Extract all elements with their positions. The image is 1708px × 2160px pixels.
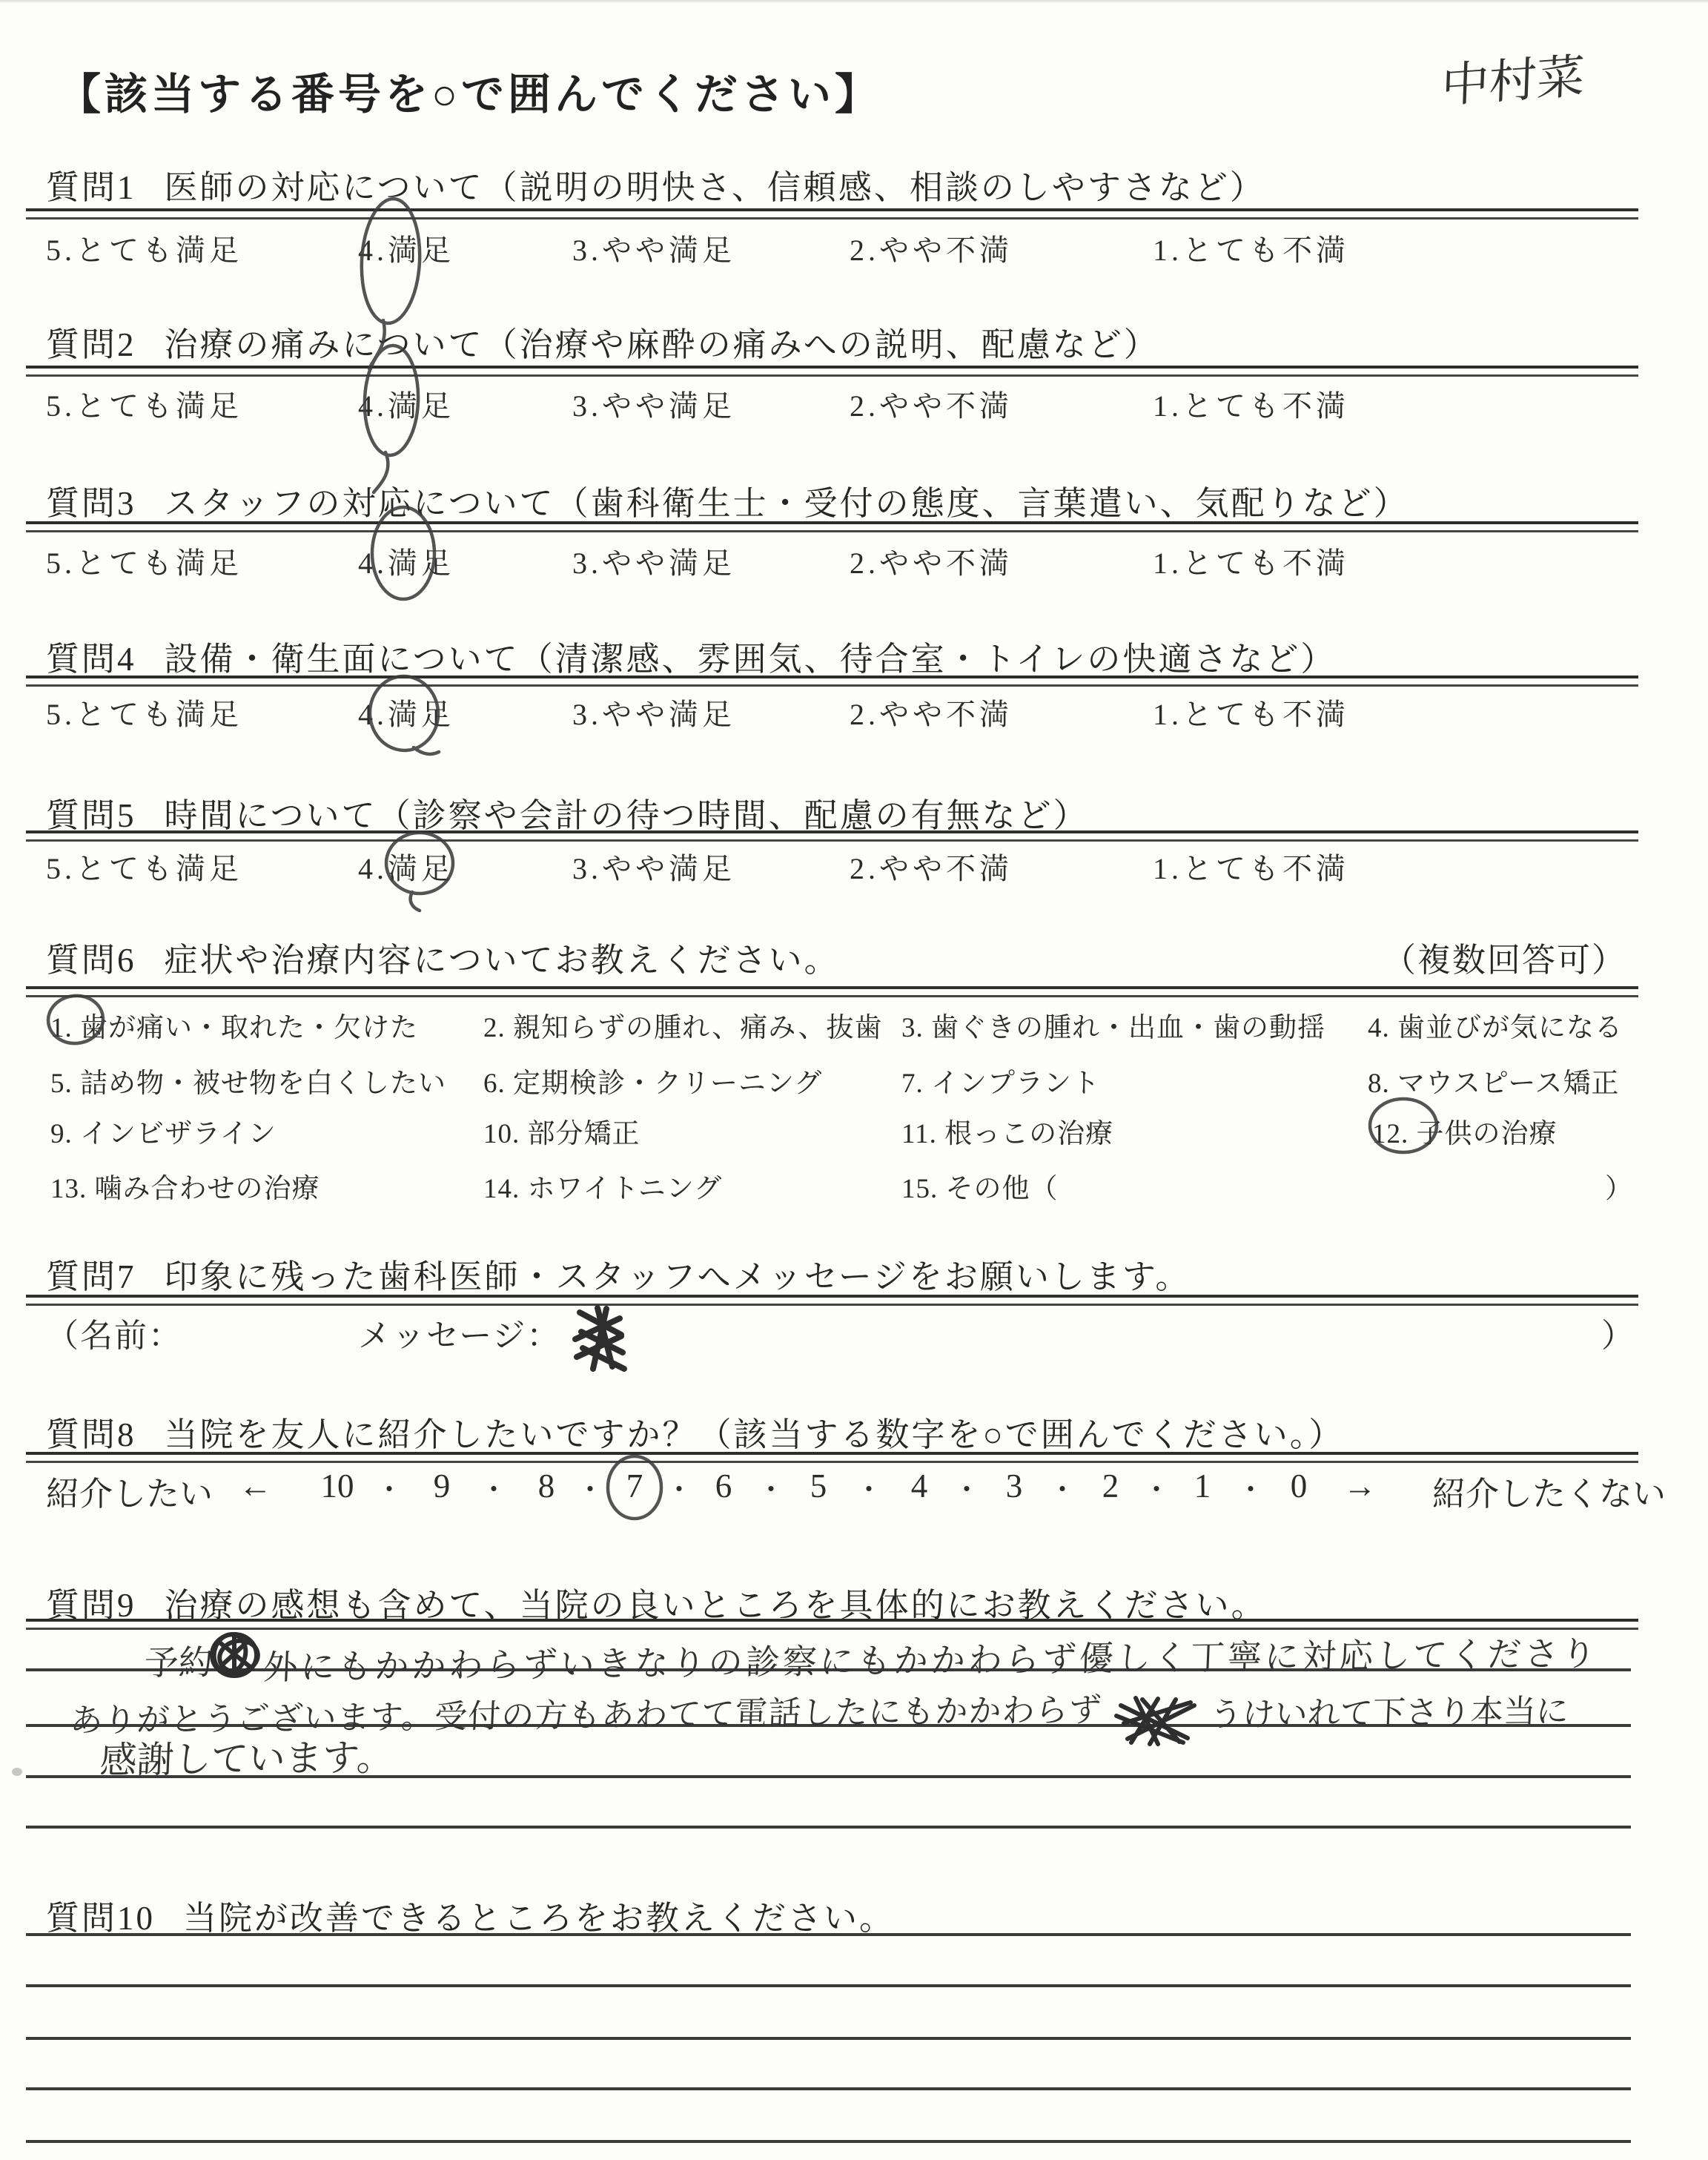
handwritten-name: 中村菜 [1440, 49, 1586, 114]
q6-item-13: 13. 噛み合わせの治療 [50, 1174, 320, 1204]
q6-item-14: 14. ホワイトニング [483, 1174, 723, 1204]
q7-message-label: メッセージ： [358, 1318, 561, 1354]
divider [26, 830, 1638, 842]
question-1-heading [46, 160, 1265, 208]
q2-option-2: 2.やや不満 [850, 389, 1013, 423]
q8-right-arrow-icon: → [1343, 1467, 1377, 1505]
question-8-text: 当院を友人に紹介したいですか？（該当する数字を○で囲んでください。） [164, 1416, 1345, 1453]
q6-item-4: 4. 歯並びが気になる [1368, 1013, 1623, 1043]
question-9-number: 質問9 [46, 1587, 136, 1624]
question-3-heading [46, 476, 1409, 524]
question-7-text: 印象に残った歯科医師・スタッフへメッセージをお願いします。 [164, 1258, 1191, 1295]
q8-number-2: 2 [1102, 1467, 1119, 1505]
q6-other-close-paren: ） [1605, 1174, 1633, 1204]
q4-option-5: 5.とても満足 [46, 698, 242, 731]
q5-option-5: 5.とても満足 [46, 852, 242, 885]
question-3-number: 質問3 [46, 485, 136, 522]
question-10-heading [46, 1891, 895, 1939]
q1-option-2: 2.やや不満 [850, 234, 1013, 267]
q9-handwriting-line2-after: うけいれて下さり本当に [1208, 1692, 1570, 1734]
q8-number-9: 9 [433, 1467, 451, 1505]
q8-dot: ・ [374, 1475, 404, 1506]
q2-option-1: 1.とても不満 [1153, 389, 1349, 423]
q8-number-6: 6 [715, 1467, 732, 1505]
scan-edge-artifact [0, 0, 1708, 4]
q3-option-3: 3.やや満足 [572, 546, 735, 580]
q8-dot: ・ [575, 1475, 605, 1506]
q6-item-12: 12. 子供の治療 [1372, 1119, 1558, 1149]
q9-handwriting-line1-after: 外にもかかわらずいきなりの診察にもかかわらず優しく丁寧に対応してくださり [262, 1633, 1600, 1688]
q3-option-1: 1.とても不満 [1153, 546, 1349, 580]
q6-item-8: 8. マウスピース矯正 [1368, 1069, 1620, 1099]
q8-dot: ・ [1142, 1475, 1171, 1506]
q4-option-3: 3.やや満足 [572, 698, 735, 731]
question-9-text: 治療の感想も含めて、当院の良いところを具体的にお教えください。 [164, 1587, 1267, 1624]
q7-message-scribble [575, 1308, 624, 1369]
q9-handwriting-line2-before: ありがとうございます。受付の方もあわてて電話したにもかかわらず [69, 1691, 1103, 1740]
q6-item-11: 11. 根っこの治療 [901, 1119, 1114, 1149]
q8-number-4: 4 [910, 1467, 928, 1505]
q9-line2-scribble [1116, 1698, 1194, 1744]
q5-option-3: 3.やや満足 [572, 852, 735, 885]
q8-number-10: 10 [320, 1467, 354, 1505]
q8-number-7: 7 [626, 1467, 643, 1505]
divider [26, 986, 1638, 997]
q6-item-7: 7. インプラント [901, 1069, 1100, 1099]
q5-option-1: 1.とても不満 [1153, 852, 1349, 885]
q9-handwriting-line1-before: 予約 [143, 1642, 214, 1683]
divider [26, 1452, 1638, 1463]
form-title: 【該当する番号を○で囲んでください】 [58, 70, 882, 119]
divider [26, 521, 1638, 532]
q6-multi-answer-note: （複数回答可） [1383, 942, 1627, 979]
question-6-number: 質問6 [46, 942, 136, 979]
q8-dot: ・ [854, 1475, 884, 1506]
q3-option-5: 5.とても満足 [46, 546, 242, 580]
question-7-number: 質問7 [46, 1258, 136, 1295]
q8-left-arrow-icon: ← [239, 1467, 272, 1505]
question-1-text: 医師の対応について（説明の明快さ、信頼感、相談のしやすさなど） [164, 169, 1265, 206]
question-5-text: 時間について（診察や会計の待つ時間、配慮の有無など） [164, 797, 1089, 834]
q5-option-4: 4.満足 [358, 852, 454, 885]
divider [26, 208, 1638, 219]
q8-dot: ・ [1047, 1475, 1077, 1506]
question-2-number: 質問2 [46, 326, 136, 363]
q1-option-1: 1.とても不満 [1153, 234, 1349, 267]
answer-line [26, 1826, 1631, 1829]
q7-close-paren: ） [1601, 1318, 1635, 1354]
q6-item-1: 1. 歯が痛い・取れた・欠けた [50, 1013, 418, 1043]
question-4-heading [46, 632, 1336, 680]
question-4-number: 質問4 [46, 641, 136, 678]
q8-dot: ・ [952, 1475, 982, 1506]
question-8-heading [46, 1407, 1344, 1456]
question-10-text: 当院が改善できるところをお教えください。 [183, 1900, 896, 1937]
q3-option-2: 2.やや不満 [850, 546, 1013, 580]
q7-name-label: （名前： [46, 1318, 182, 1354]
q3-option-4: 4.満足 [358, 546, 454, 580]
scan-speck-artifact [12, 1768, 22, 1776]
answer-line [26, 1984, 1631, 1987]
q8-left-label: 紹介したい [46, 1476, 214, 1513]
q9-handwriting-line3: 感謝しています。 [99, 1735, 395, 1783]
question-5-heading [46, 788, 1089, 836]
question-8-number: 質問8 [46, 1416, 136, 1453]
q6-item-2: 2. 親知らずの腫れ、痛み、抜歯 [483, 1013, 883, 1043]
question-1-number: 質問1 [46, 169, 136, 206]
answer-line [26, 2140, 1631, 2143]
question-3-text: スタッフの対応について（歯科衛生士・受付の態度、言葉遣い、気配りなど） [164, 485, 1409, 522]
answer-line [26, 1933, 1631, 1936]
q1-option-4: 4.満足 [358, 234, 454, 267]
answer-line [26, 2087, 1631, 2090]
q8-dot: ・ [756, 1475, 786, 1506]
q6-item-5: 5. 詰め物・被せ物を白くしたい [50, 1069, 446, 1099]
q8-number-8: 8 [537, 1467, 555, 1505]
q1-option-3: 3.やや満足 [572, 234, 735, 267]
q2-option-3: 3.やや満足 [572, 389, 735, 423]
q8-dot: ・ [664, 1475, 694, 1506]
q8-number-1: 1 [1194, 1467, 1211, 1505]
q2-option-5: 5.とても満足 [46, 389, 242, 423]
question-7-heading [46, 1249, 1191, 1298]
question-4-text: 設備・衛生面について（清潔感、雰囲気、待合室・トイレの快適さなど） [164, 641, 1337, 678]
q4-option-2: 2.やや不満 [850, 698, 1013, 731]
q2-option-4: 4.満足 [358, 389, 454, 423]
q8-number-5: 5 [810, 1467, 827, 1505]
question-2-text: 治療の痛みについて（治療や麻酔の痛みへの説明、配慮など） [164, 326, 1159, 363]
question-6-heading [46, 933, 840, 981]
question-5-number: 質問5 [46, 797, 136, 834]
question-2-heading [46, 317, 1159, 366]
q6-item-9: 9. インビザライン [50, 1119, 277, 1149]
q8-dot: ・ [479, 1475, 509, 1506]
q6-item-6: 6. 定期検診・クリーニング [483, 1069, 823, 1099]
divider [26, 366, 1638, 377]
q1-option-5: 5.とても満足 [46, 234, 242, 267]
question-6-text: 症状や治療内容についてお教えください。 [164, 942, 840, 979]
divider [26, 676, 1638, 687]
q8-number-0: 0 [1290, 1467, 1308, 1505]
question-10-number: 質問10 [46, 1900, 156, 1937]
q4-option-4: 4.満足 [358, 698, 454, 731]
q8-dot: ・ [1236, 1475, 1265, 1506]
q6-item-15: 15. その他（ [901, 1174, 1059, 1204]
q6-item-3: 3. 歯ぐきの腫れ・出血・歯の動揺 [901, 1013, 1325, 1043]
q8-right-label: 紹介したくない [1432, 1476, 1666, 1513]
answer-line [26, 2037, 1631, 2040]
divider [26, 1295, 1638, 1306]
q8-number-3: 3 [1005, 1467, 1023, 1505]
q5-option-2: 2.やや不満 [850, 852, 1013, 885]
q6-item-10: 10. 部分矯正 [483, 1119, 640, 1149]
q4-option-1: 1.とても不満 [1153, 698, 1349, 731]
